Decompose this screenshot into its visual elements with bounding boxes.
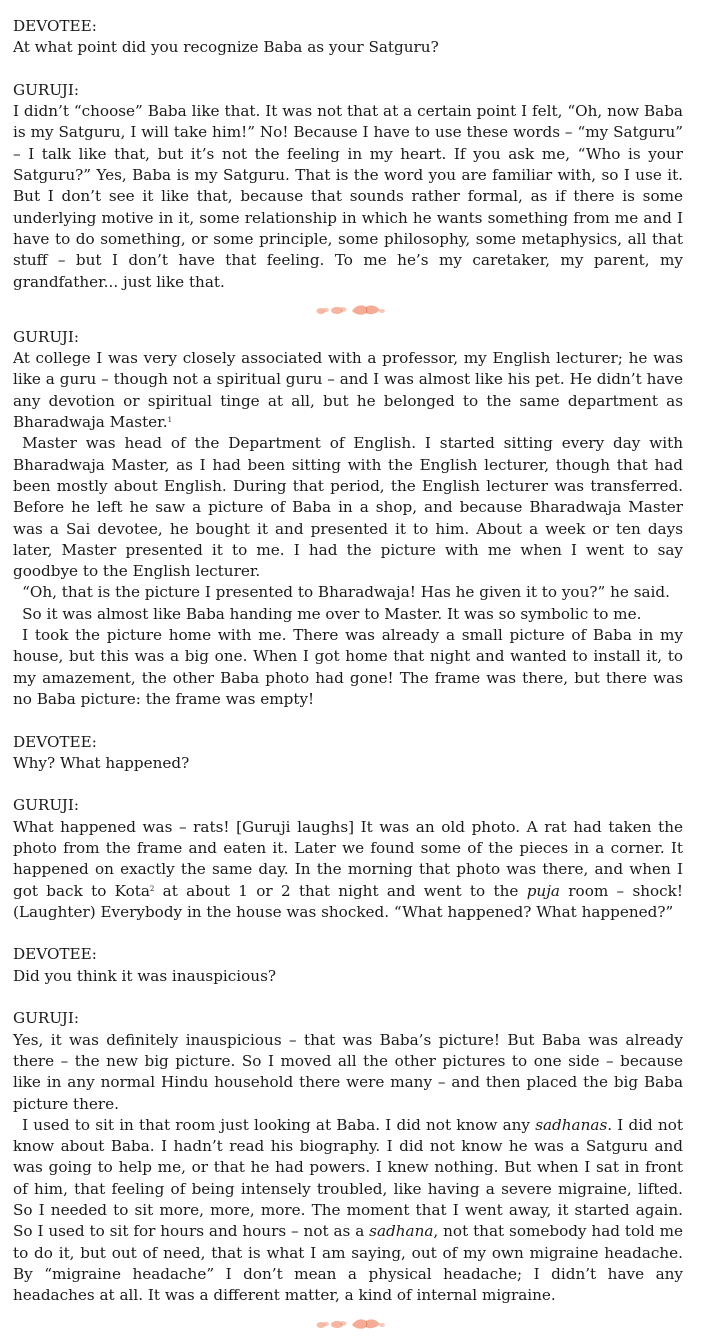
emphasized-term: puja — [526, 881, 560, 900]
speaker-label: GURUJI: — [13, 80, 79, 99]
paragraph-text: Did you think it was inauspicious? — [13, 966, 277, 985]
footnote-marker: 2 — [149, 884, 155, 893]
paragraph — [13, 433, 683, 582]
paragraph-text: room – shock! (Laughter) Everybody in the house was shocked. “What happened? What happened?” — [13, 881, 683, 921]
speaker-label: GURUJI: — [13, 327, 79, 346]
paragraph — [13, 753, 683, 774]
paragraph — [13, 625, 683, 710]
dialogue-block — [13, 732, 683, 775]
dialogue-block — [13, 795, 683, 923]
paragraph — [13, 101, 683, 293]
paragraph-text: I took the picture home with me. There was already a small picture of Baba in my house, but this was a big one. When I got home that night and wanted to install it, to my amazement, the other Baba photo had gone! The frame was there, but there was no Baba picture: the frame was empty! — [13, 626, 683, 708]
paragraph — [13, 604, 683, 625]
paragraph-text: So it was almost like Baba handing me over to Master. It was so symbolic to me. — [22, 604, 642, 623]
paragraph-text: Master was head of the Department of English. I started sitting every day with Bharadwaja Master, as I had been sitting with the English lecturer, though that had been mostly about English. During that period, the English lecturer was transferred. Before he left he saw a picture of Baba in a shop, and because Bharadwaja Master was a Sai devotee, he bought it and presented it to him. About a week or ten days later, Master presented it to me. I had the picture with me when I went to say goodbye to the English lecturer. — [13, 434, 683, 581]
dialogue-block — [13, 1008, 683, 1306]
paragraph — [13, 1115, 683, 1307]
paragraph — [13, 37, 683, 58]
speaker-label: GURUJI: — [13, 796, 79, 815]
paragraph-text: . I did not know about Baba. I hadn’t read his biography. I did not know he was a Satguru and was going to help me, or that he had powers. I knew nothing. But when I sat in front of him, that feeling of being intensely troubled, like having a severe migraine, lifted. So I needed to sit more, more, more. The moment that I went away, it started again. So I used to sit for hours and hours – not as a — [13, 1115, 684, 1241]
paragraph-text: “Oh, that is the picture I presented to Bharadwaja! Has he given it to you?” he said. — [22, 583, 670, 602]
flower-ornament-icon — [18, 1307, 683, 1341]
document-page — [13, 16, 683, 1341]
paragraph-text: I used to sit in that room just looking at Baba. I did not know any — [22, 1115, 536, 1134]
speaker-label: DEVOTEE: — [13, 732, 97, 751]
dialogue-block — [13, 16, 683, 59]
dialogue-block — [13, 944, 683, 987]
speaker-label: GURUJI: — [13, 1009, 79, 1028]
speaker-label: DEVOTEE: — [13, 945, 97, 964]
paragraph — [13, 966, 683, 987]
emphasized-term: sadhanas — [535, 1115, 608, 1134]
flower-ornament-icon — [18, 293, 683, 327]
speaker-label: DEVOTEE: — [13, 17, 97, 35]
paragraph-text: What happened was – rats! [Guruji laughs] It was an old photo. A rat had taken the photo from the frame and eaten it. Later we found some of the pieces in a corner. It happened on exactly the same day. In the morning that photo was there, and when I got back to Kota — [13, 817, 683, 900]
dialogue-block — [13, 327, 683, 710]
footnote-marker: 1 — [167, 416, 173, 425]
paragraph-text: Why? What happened? — [13, 753, 190, 772]
paragraph-text: Yes, it was definitely inauspicious – that was Baba’s picture! But Baba was already there – the new big picture. So I moved all the other pictures to one side – because like in any normal Hindu household there were many – and then placed the big Baba picture there. — [13, 1030, 683, 1113]
paragraph-text: , not that somebody had told me to do it, but out of need, that is what I am saying, out of my own migraine headache. By “migraine headache” I don’t mean a physical headache; I didn’t have any headaches at all. It was a different matter, a kind of internal migraine. — [13, 1222, 683, 1305]
paragraph — [13, 1030, 683, 1115]
emphasized-term: sadhana — [369, 1222, 434, 1241]
paragraph-text: At what point did you recognize Baba as your Satguru? — [13, 38, 439, 57]
paragraph-text: at about 1 or 2 that night and went to the — [154, 881, 527, 900]
paragraph-text: At college I was very closely associated with a professor, my English lecturer; he was like a guru – though not a spiritual guru – and I was almost like his pet. He didn’t have any devotion or spiritual tinge at all, but he belonged to the same department as Bharadwaja Master. — [13, 349, 683, 432]
paragraph — [13, 582, 683, 603]
paragraph — [13, 348, 683, 433]
paragraph-text: I didn’t “choose” Baba like that. It was not that at a certain point I felt, “Oh, now Baba is my Satguru, I will take him!” No! Because I have to use these words – “my Satguru” – I talk like that, but it’s not the feeling in my heart. If you ask me, “Who is your Satguru?” Yes, Baba is my Satguru. That is the word you are familiar with, so I use it. But I don’t see it like that, because that sounds rather formal, as if there is some underlying motive in it, some relationship in which he wants something from me and I have to do something, or some principle, some philosophy, some metaphysics, all that stuff – but I don’t have that feeling. To me he’s my caretaker, my parent, my grandfather... just like that. — [13, 102, 683, 291]
paragraph — [13, 817, 683, 923]
dialogue-block — [13, 80, 683, 293]
